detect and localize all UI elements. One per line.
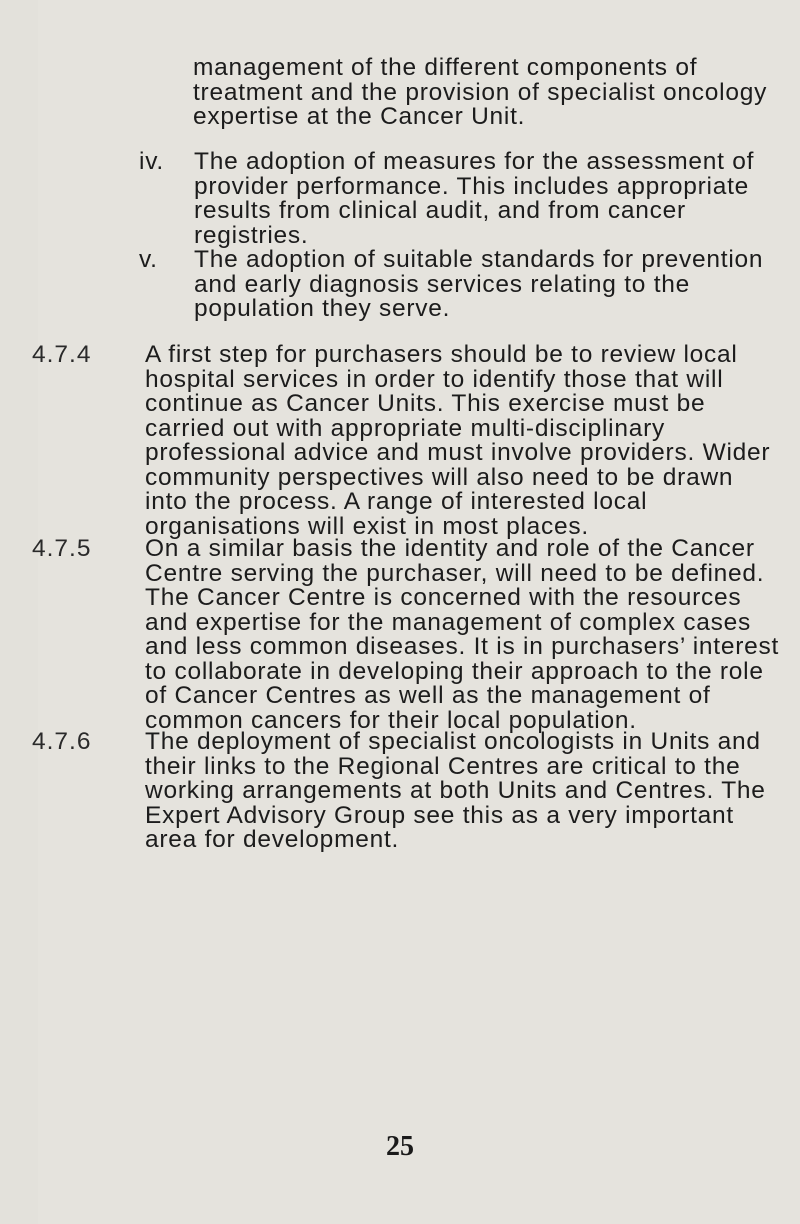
section-4-7-4 xyxy=(32,343,782,539)
section-number: 4.7.6 xyxy=(32,728,92,755)
section-text: The deployment of specialist oncologists in Units and their links to the Regional Centres are critical to the working arrangements at both Units and Centres. The Expert Advisory Group see this as a very important area for development. xyxy=(145,728,766,853)
page-number: 25 xyxy=(386,1131,414,1162)
section-number: 4.7.5 xyxy=(32,535,92,562)
section-number: 4.7.4 xyxy=(32,341,92,368)
list-marker: iv. xyxy=(139,148,164,175)
intro-continuation-paragraph: management of the different components of treatment and the provision of specialist oncology expertise at the Cancer Unit. xyxy=(193,54,768,130)
list-item-iv xyxy=(139,150,779,248)
section-4-7-5 xyxy=(32,537,782,733)
section-text: A first step for purchasers should be to review local hospital services in order to identify those that will continue as Cancer Units. This exercise must be carried out with appropriate multi-disciplinary professional advice and must involve providers. Wider community perspectives will also need to be drawn into the process. A range of interested local organisations will exist in most places. xyxy=(145,341,771,540)
list-marker: v. xyxy=(139,246,158,273)
list-item-v xyxy=(139,248,779,322)
section-text: On a similar basis the identity and role of the Cancer Centre serving the purchaser, will need to be defined. The Cancer Centre is concerned with the resources and expertise for the management of complex cases and less common diseases. It is in purchasers’ interest to collaborate in developing their approach to the role of Cancer Centres as well as the management of common cancers for their local population. xyxy=(145,535,780,734)
list-item-text: The adoption of measures for the assessment of provider performance. This includes appropriate results from clinical audit, and from cancer registries. xyxy=(194,148,755,249)
section-4-7-6 xyxy=(32,730,782,853)
list-item-text: The adoption of suitable standards for prevention and early diagnosis services relating to the population they serve. xyxy=(194,246,764,322)
